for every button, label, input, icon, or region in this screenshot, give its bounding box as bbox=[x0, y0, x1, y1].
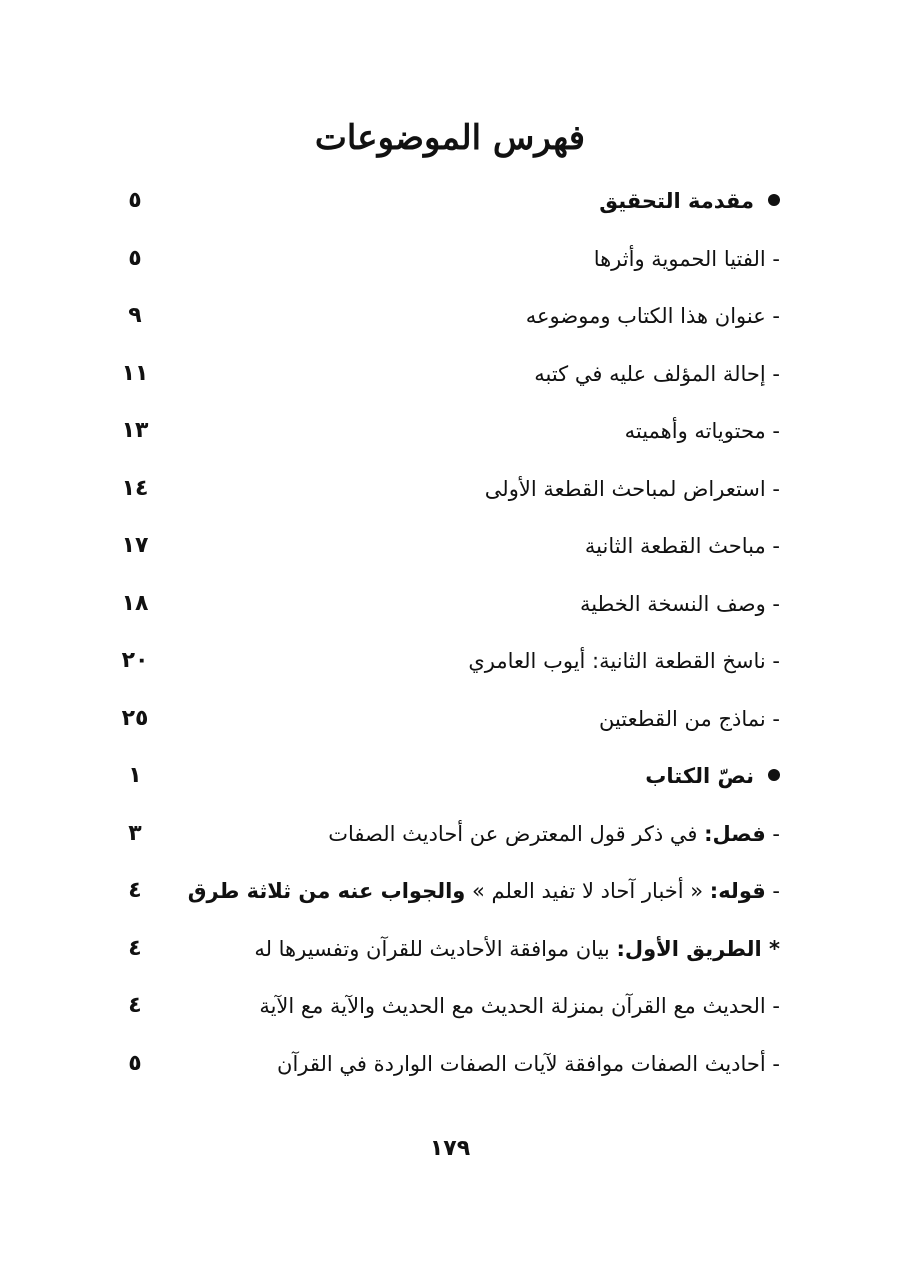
toc-page-number: ١٣ bbox=[121, 418, 149, 443]
entry-prefix: - bbox=[765, 821, 780, 846]
bullet-icon bbox=[768, 194, 780, 206]
entry-body: في ذكر قول المعترض عن أحاديث الصفات bbox=[328, 821, 705, 846]
toc-row bbox=[0, 807, 900, 865]
toc-entry-text: - نماذج من القطعتين bbox=[598, 706, 780, 731]
entry-tail: والجواب عنه من ثلاثة طرق bbox=[187, 879, 466, 903]
toc-page-number: ٥ bbox=[128, 1050, 142, 1076]
page-title: فهرس الموضوعات bbox=[314, 118, 586, 158]
toc-entry-text: - الفتيا الحموية وأثرها bbox=[593, 246, 780, 271]
toc-page-number: ١٧ bbox=[121, 533, 149, 558]
toc-page-number: ٤ bbox=[128, 935, 142, 961]
toc-entry-text: - وصف النسخة الخطية bbox=[579, 591, 780, 616]
toc-entry-text bbox=[328, 817, 780, 851]
toc-entry-text: - الحديث مع القرآن بمنزلة الحديث مع الحديث والآية مع الآية bbox=[259, 994, 780, 1018]
toc-heading: نصّ الكتاب bbox=[645, 764, 754, 788]
toc-entry-text bbox=[645, 759, 780, 793]
toc-entry-text: - أحاديث الصفات موافقة لآيات الصفات الواردة في القرآن bbox=[277, 1051, 780, 1076]
toc-entry-text bbox=[188, 874, 780, 908]
toc-row bbox=[0, 404, 900, 462]
table-of-contents bbox=[0, 174, 900, 1094]
page-number: ١٧٩ bbox=[429, 1136, 471, 1161]
toc-row bbox=[0, 232, 900, 290]
toc-page-number: ١٨ bbox=[121, 590, 149, 616]
entry-body: بيان موافقة الأحاديث للقرآن وتفسيرها له bbox=[254, 936, 617, 961]
toc-row bbox=[0, 1037, 900, 1095]
toc-page-number: ٤ bbox=[128, 878, 142, 903]
toc-page-number: ١ bbox=[128, 763, 142, 788]
toc-row bbox=[0, 634, 900, 692]
toc-page-number: ٤ bbox=[128, 993, 142, 1018]
toc-entry-text bbox=[254, 932, 780, 966]
toc-entry-text: - مباحث القطعة الثانية bbox=[584, 534, 780, 558]
toc-entry-text: - عنوان هذا الكتاب وموضوعه bbox=[525, 304, 780, 328]
toc-row bbox=[0, 577, 900, 635]
entry-lead: فصل: bbox=[704, 821, 766, 846]
entry-body: « أخبار آحاد لا تفيد العلم » bbox=[465, 879, 710, 903]
toc-row bbox=[0, 922, 900, 980]
toc-page-number: ٢٠ bbox=[121, 648, 149, 673]
toc-row bbox=[0, 462, 900, 520]
toc-row bbox=[0, 979, 900, 1037]
toc-page-number: ٥ bbox=[128, 245, 142, 271]
toc-page-number: ٩ bbox=[128, 303, 142, 328]
entry-lead: الطريق الأول: bbox=[616, 936, 762, 961]
toc-entry-text: - محتوياته وأهميته bbox=[624, 419, 780, 443]
toc-row bbox=[0, 289, 900, 347]
toc-row bbox=[0, 749, 900, 807]
toc-entry-text bbox=[599, 184, 780, 218]
toc-row bbox=[0, 692, 900, 750]
toc-entry-text: - إحالة المؤلف عليه في كتبه bbox=[534, 361, 780, 386]
toc-row bbox=[0, 347, 900, 405]
toc-page-number: ٥ bbox=[128, 188, 142, 213]
toc-heading: مقدمة التحقيق bbox=[599, 189, 754, 213]
toc-row bbox=[0, 519, 900, 577]
bullet-icon bbox=[768, 769, 780, 781]
toc-entry-text: - استعراض لمباحث القطعة الأولى bbox=[484, 476, 780, 501]
toc-page-number: ٢٥ bbox=[121, 705, 149, 731]
entry-prefix: - bbox=[765, 879, 780, 903]
toc-page-number: ١١ bbox=[121, 360, 149, 386]
entry-lead: قوله: bbox=[709, 879, 766, 903]
asterisk-icon: * bbox=[761, 936, 780, 961]
toc-row bbox=[0, 864, 900, 922]
toc-row bbox=[0, 174, 900, 232]
toc-page-number: ١٤ bbox=[121, 475, 149, 501]
toc-entry-text: - ناسخ القطعة الثانية: أيوب العامري bbox=[468, 649, 780, 673]
toc-page-number: ٣ bbox=[128, 820, 142, 846]
